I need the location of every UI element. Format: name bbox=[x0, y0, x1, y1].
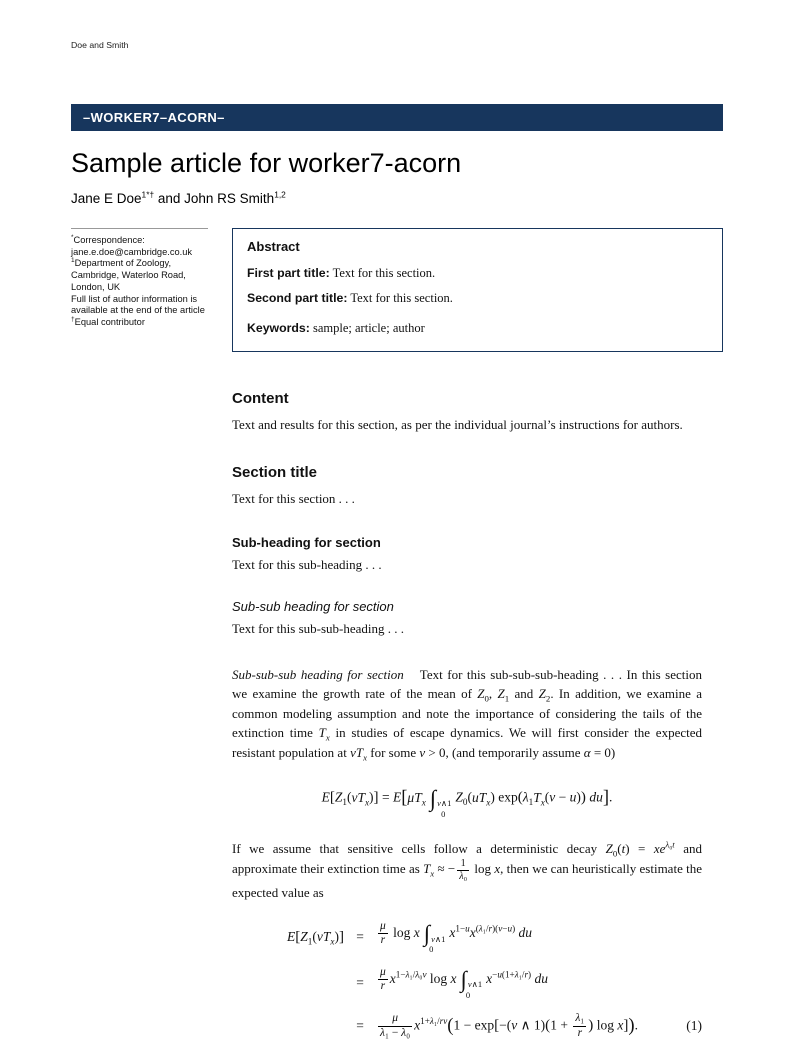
equation-rhs: $\frac{\mu}{r}$ $x^{1-\lambda_1/\lambda_0v}$ log x ∫ v∧1 0 $x^{-u(1+\lambda_1/r)}$ du bbox=[380, 965, 548, 1000]
aligned-equations bbox=[232, 920, 702, 1040]
abstract-part-2 bbox=[247, 290, 708, 307]
section-heading-title: Section title bbox=[232, 463, 318, 481]
subsubsub-paragraph: Sub-sub-sub heading for section Text for this sub-sub-sub-heading . . . In this section we examine the growth rate of the mean of $Z_0$, $Z_1$ and $Z_2$. In addition, we examine a common modeling assumption and note the importance of considering the tails of the extinction time $T_x$ in studies of escape dynamics. We will first consider the expected resistant population at $vT_x$ for some v > 0, (and temporarily assume α = 0) bbox=[232, 666, 703, 763]
estimate-paragraph: If we assume that sensitive cells follow a deterministic decay $Z_0(t) = xe^{\lambda_0t}$ and approximate their extinction time as $T_x$ ≈ − $\frac{1}{\text{λ₀}}$ log x, then we can heuristically estimate the expected value as bbox=[232, 839, 702, 900]
author-notes bbox=[71, 228, 208, 329]
abstract-heading: Abstract bbox=[247, 239, 300, 255]
equation-row bbox=[232, 1012, 702, 1040]
abstract-keywords bbox=[247, 320, 708, 337]
keywords-text: sample; article; author bbox=[313, 320, 425, 335]
correspondence-label: *Correspondence: bbox=[71, 233, 145, 246]
equation-relation: = bbox=[356, 928, 364, 944]
equation-rhs: $\frac{\mu}{\text{λ₁ − λ₀}}$ $x^{1+\lambda_1/rv}(1 - \exp[-(v$ ∧ 1)(1 + $\frac{\text{λ₁}}{r}$ ) log x]). bbox=[380, 1012, 638, 1039]
abstract-part-1-text: Text for this section. bbox=[332, 266, 436, 281]
front-matter-row bbox=[71, 228, 723, 352]
abstract-part-1-label: First part title: bbox=[247, 266, 330, 281]
section-paragraph: Text for this section . . . bbox=[232, 491, 355, 507]
equation-row bbox=[232, 966, 702, 1000]
equation-row bbox=[232, 920, 702, 954]
abstract-part-2-text: Text for this section. bbox=[350, 290, 453, 305]
section-heading-content: Content bbox=[232, 389, 289, 407]
display-equation: $E[Z_1(vT_x)] = E[\mu T_x$ ∫ v∧1 0 $Z_0(uT_x) \exp(\lambda_1T_x(v - u))$ du]. bbox=[321, 785, 613, 819]
sub-heading: Sub-heading for section bbox=[232, 534, 381, 550]
sub-paragraph: Text for this sub-heading . . . bbox=[232, 557, 382, 573]
subsub-paragraph: Text for this sub-sub-heading . . . bbox=[232, 621, 405, 637]
running-header: Doe and Smith bbox=[71, 40, 129, 50]
equation-relation: = bbox=[356, 1017, 364, 1033]
abstract-part-1 bbox=[247, 265, 708, 282]
keywords-label: Keywords: bbox=[247, 320, 310, 335]
equal-contributor-note: †Equal contributor bbox=[71, 315, 145, 327]
equation-relation: = bbox=[356, 974, 364, 990]
subsub-heading: Sub-sub heading for section bbox=[232, 598, 394, 614]
equation-lhs: $E[Z_1(vT_x)]$ bbox=[286, 928, 344, 947]
article-body bbox=[232, 388, 702, 1040]
journal-banner bbox=[71, 104, 723, 131]
affiliation: $^1$Department of Zoology, Cambridge, Waterloo Road, London, UK bbox=[71, 257, 186, 292]
content-paragraph: Text and results for this section, as per the individual journal’s instructions for authors. bbox=[232, 417, 683, 433]
authors-line: Jane E Doe$^{1*\dagger}$ and John RS Smith$^{1,2}$ bbox=[71, 189, 286, 207]
author-info-note: Full list of author information is available at the end of the article bbox=[71, 293, 205, 316]
equation-rhs: $\frac{\mu}{r}$ log x ∫ v∧1 0 $x^{1-u}x^{(\lambda_1/r)(v-u)}$ du bbox=[380, 920, 532, 954]
article-title: Sample article for worker7-acorn bbox=[71, 148, 462, 178]
equation-number: (1) bbox=[686, 1017, 702, 1033]
journal-banner-label: –WORKER7–ACORN– bbox=[83, 110, 225, 125]
abstract-part-2-label: Second part title: bbox=[247, 290, 348, 305]
correspondence-email: jane.e.doe@cambridge.co.uk bbox=[71, 246, 193, 257]
abstract-box bbox=[232, 228, 723, 352]
